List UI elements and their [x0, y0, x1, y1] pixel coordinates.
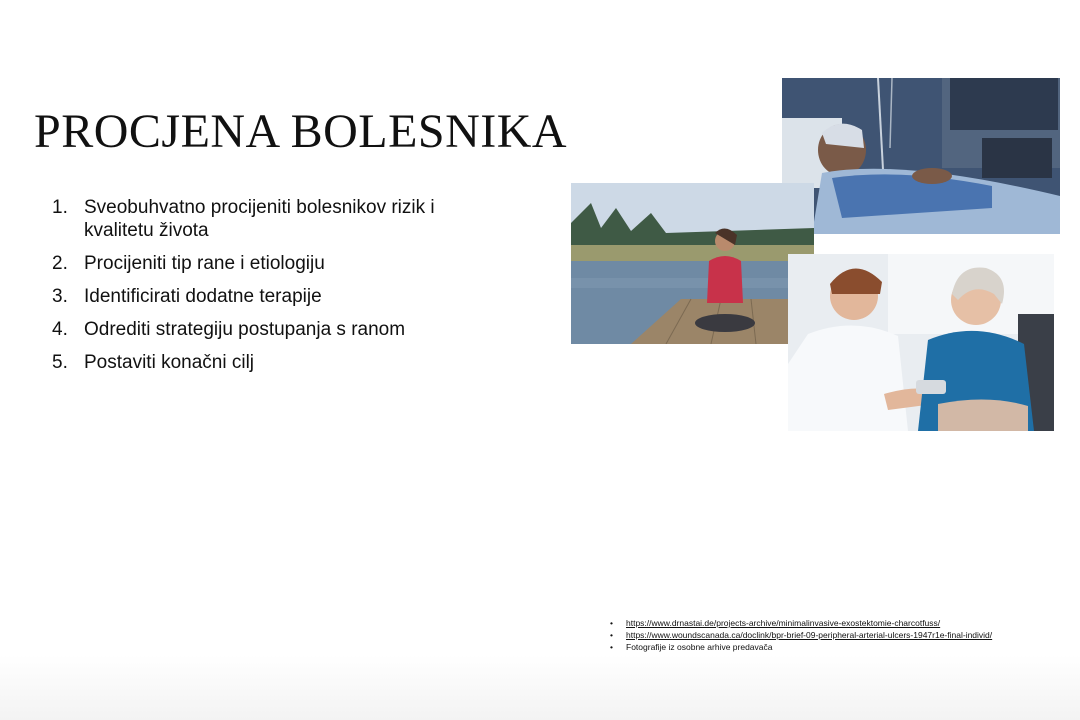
source-item: [610, 641, 992, 653]
step-text: Postaviti konačni cilj: [84, 352, 255, 373]
step-number: 2.: [52, 253, 68, 274]
source-item: [610, 629, 992, 641]
list-item: [52, 318, 502, 341]
step-number: 5.: [52, 352, 68, 373]
bottom-strip: [0, 655, 1080, 720]
step-number: 3.: [52, 286, 68, 307]
steps-list: [52, 196, 502, 384]
step-number: 4.: [52, 319, 68, 340]
list-item: [52, 351, 502, 374]
step-text: Sveobuhvatno procijeniti bolesnikov rizik i kvalitetu života: [84, 197, 435, 241]
meditation-photo: [571, 183, 814, 344]
slide-title: PROCJENA BOLESNIKA: [34, 105, 568, 158]
source-link[interactable]: https://www.woundscanada.ca/doclink/bpr-brief-09-peripheral-arterial-ulcers-1947r1e-final-individ/: [626, 630, 993, 640]
list-item: [52, 252, 502, 275]
source-link[interactable]: https://www.drnastai.de/projects-archive/minimalinvasive-exostektomie-charcotfuss/: [626, 618, 941, 628]
nurse-glucose-photo: [788, 254, 1054, 431]
step-text: Identificirati dodatne terapije: [84, 286, 322, 307]
step-text: Procijeniti tip rane i etiologiju: [84, 253, 325, 274]
bullet: •: [610, 630, 613, 640]
bullet: •: [610, 642, 613, 652]
sources-list: [610, 617, 992, 653]
source-note: Fotografije iz osobne arhive predavača: [626, 642, 773, 652]
bullet: •: [610, 618, 613, 628]
step-text: Odrediti strategiju postupanja s ranom: [84, 319, 406, 340]
list-item: [52, 285, 502, 308]
list-item: [52, 196, 502, 242]
hospital-patient-photo: [782, 78, 1060, 234]
step-number: 1.: [52, 197, 68, 218]
source-item: [610, 617, 992, 629]
